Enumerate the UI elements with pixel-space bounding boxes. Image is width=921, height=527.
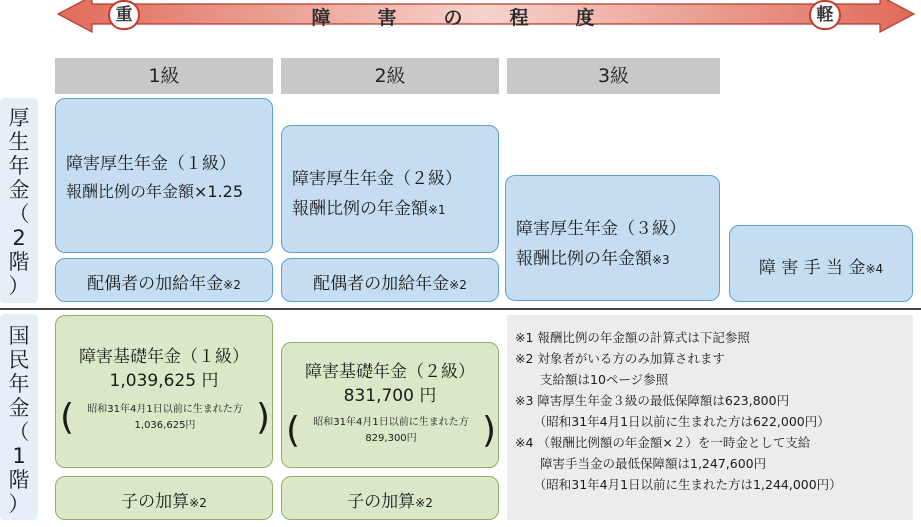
kosei-grade2-formula: 報酬比例の年金額: [292, 199, 428, 219]
tier-divider: [0, 308, 921, 310]
kokumin-grade1-older-note: [60, 397, 270, 438]
close-paren-icon: ): [481, 410, 496, 451]
grade-1-header: 1級: [55, 58, 273, 94]
kosei-grade2-title: 障害厚生年金（２級）: [292, 169, 462, 189]
kokumin-grade2-older-note: [286, 410, 496, 451]
spouse-addition-grade1-box: [55, 258, 273, 302]
kokumin-grade2-older-label: 昭和31年4月1日以前に生まれた方: [313, 417, 469, 428]
child-addition-grade2-note: ※2: [415, 496, 433, 510]
kosei-grade3-box: [505, 175, 720, 301]
kosei-grade3-formula: 報酬比例の年金額: [516, 249, 652, 269]
kosei-grade2-box: [281, 125, 499, 253]
notes-panel: [507, 315, 913, 520]
child-addition-grade1-box: [55, 476, 273, 520]
note-4-continued: 障害手当金の最低保障額は1,247,600円: [515, 456, 767, 471]
close-paren-icon: ): [255, 397, 270, 438]
child-addition-grade2-box: [281, 476, 499, 520]
kosei-grade1-title: 障害厚生年金（１級）: [66, 154, 236, 174]
kosei-grade3-note: ※3: [652, 253, 670, 267]
note-3-continued: （昭和31年4月1日以前に生まれた方は622,000円）: [515, 414, 830, 429]
kokumin-grade2-amount: 831,700 円: [343, 386, 437, 406]
spouse-addition-grade1-label: 配偶者の加給年金: [87, 274, 224, 294]
note-4-continued-2: （昭和31年4月1日以前に生まれた方は1,244,000円）: [515, 477, 842, 492]
disability-allowance-box: [729, 225, 913, 302]
note-2-continued: 支給額は10ページ参照: [515, 372, 669, 387]
mild-label: 軽: [809, 0, 841, 30]
spouse-addition-grade2-label: 配偶者の加給年金: [313, 274, 450, 294]
note-3: ※3 障害厚生年金３級の最低保障額は623,800円: [515, 393, 790, 408]
spouse-addition-grade2-note: ※2: [449, 278, 467, 292]
severe-label: 重: [108, 0, 140, 30]
spouse-addition-grade1-note: ※2: [223, 278, 241, 292]
open-paren-icon: (: [286, 410, 301, 451]
child-addition-grade1-note: ※2: [189, 496, 207, 510]
kokumin-grade1-box: [55, 315, 273, 468]
kosei-grade3-title: 障害厚生年金（３級）: [516, 219, 686, 239]
kokumin-grade2-title: 障害基礎年金（２級）: [305, 362, 475, 382]
spouse-addition-grade2-box: [281, 258, 499, 302]
kokumin-nenkin-label: 国 民 年 金 （ 1 階 ）: [0, 314, 38, 520]
disability-allowance-note: ※4: [865, 262, 884, 276]
note-1: ※1 報酬比例の年金額の計算式は下記参照: [515, 330, 750, 345]
kokumin-grade2-older-amount: 829,300円: [365, 433, 417, 444]
kosei-grade1-formula: 報酬比例の年金額×1.25: [66, 182, 244, 201]
kokumin-grade2-box: [281, 342, 499, 468]
child-addition-grade2-label: 子の加算: [347, 492, 416, 512]
grade-2-header: 2級: [281, 58, 499, 94]
disability-degree-title: 障 害 の 程 度: [311, 7, 609, 29]
kosei-grade2-note: ※1: [428, 203, 446, 217]
note-2: ※2 対象者がいる方のみ加算されます: [515, 351, 725, 366]
open-paren-icon: (: [60, 397, 75, 438]
kosei-nenkin-label: 厚 生 年 金 （ 2 階 ）: [0, 98, 38, 303]
grade-3-header: 3級: [507, 58, 720, 94]
child-addition-grade1-label: 子の加算: [121, 492, 190, 512]
kosei-grade1-box: [55, 98, 273, 253]
kokumin-grade1-older-label: 昭和31年4月1日以前に生まれた方: [87, 404, 243, 415]
kokumin-grade1-older-amount: 1,036,625円: [134, 420, 196, 431]
disability-allowance-label: 障 害 手 当 金: [758, 258, 866, 278]
note-4: ※4 （報酬比例額の年金額×２）を一時金として支給: [515, 435, 811, 450]
kokumin-grade1-title: 障害基礎年金（１級）: [79, 347, 249, 367]
kokumin-grade1-amount: 1,039,625 円: [109, 371, 219, 391]
